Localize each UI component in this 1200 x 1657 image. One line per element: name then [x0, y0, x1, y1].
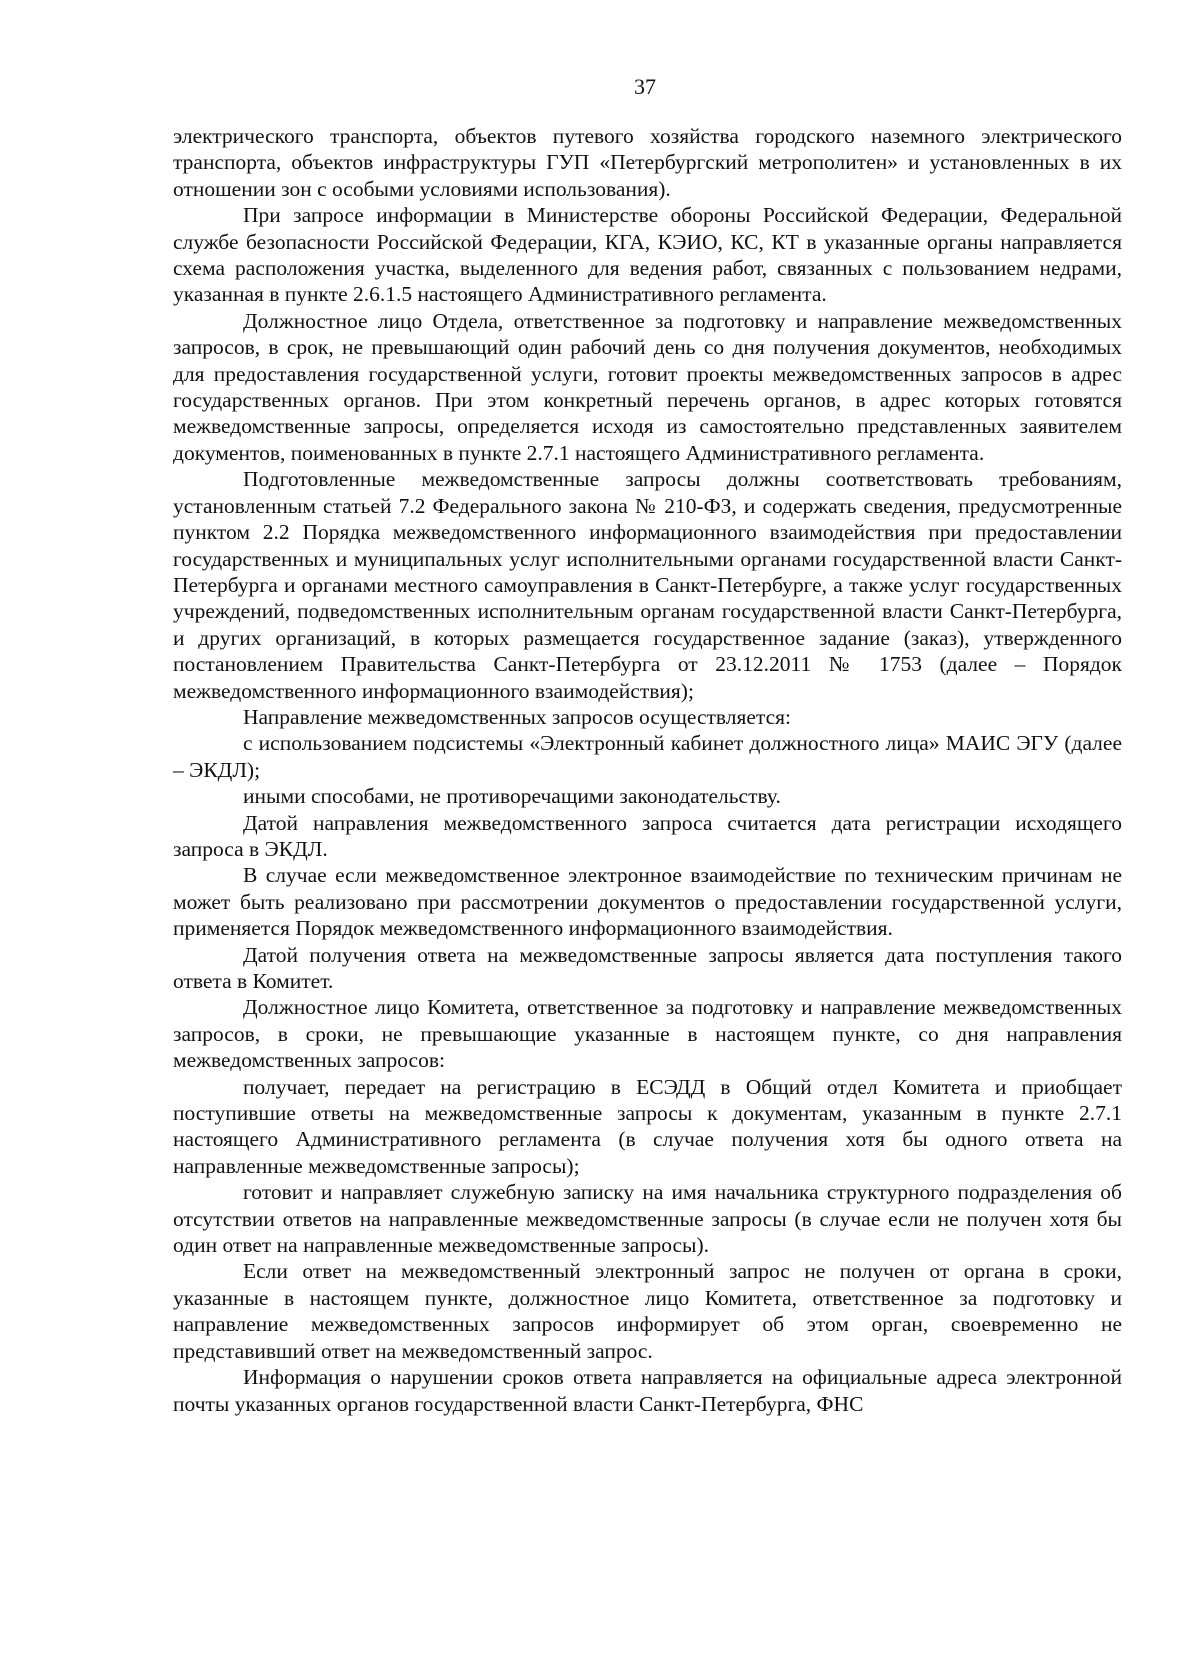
paragraph-mod-query: При запросе информации в Министерстве обороны Российской Федерации, Федеральной службе безопасности Российской Федерации, КГА, КЭИО, КС, КТ в указанные органы направляется схема расположения участка, выделенного для ведения работ, связанных с пользованием недрами, указанная в пункте 2.6.1.5 настоящего Административного регламента.	[173, 203, 1122, 307]
paragraph-other-methods: иными способами, не противоречащими законодательству.	[243, 784, 781, 809]
paragraph-no-response: Если ответ на межведомственный электронный запрос не получен от органа в сроки, указанные в настоящем пункте, должностное лицо Комитета, ответственное за подготовку и направление межведомственных запросов информирует об этом орган, своевременно не представивший ответ на межведомственный запрос.	[173, 1259, 1122, 1363]
paragraph-prepared-queries: Подготовленные межведомственные запросы должны соответствовать требованиям, установленным статьей 7.2 Федерального закона № 210-ФЗ, и содержать сведения, предусмотренные пунктом 2.2 Порядка межведомственного информационного взаимодействия при предоставлении государственных и муниципальных услуг исполнительными органами государственной власти Санкт-Петербурга и органами местного самоуправления в Санкт-Петербурге, а также услуг государственных учреждений, подведомственных исполнительным органам государственной власти Санкт-Петербурга, и других организаций, в которых размещается государственное задание (заказ), утвержденного постановлением Правительства Санкт-Петербурга от 23.12.2011 № 1753 (далее – Порядок межведомственного информационного взаимодействия);	[173, 467, 1122, 703]
paragraph-query-direction: Направление межведомственных запросов осуществляется:	[243, 704, 791, 729]
paragraph-committee-official: Должностное лицо Комитета, ответственное за подготовку и направление межведомственных запросов, в сроки, не превышающие указанные в настоящем пункте, со дня направления межведомственных запросов:	[173, 995, 1122, 1073]
paragraph-technical-reasons: В случае если межведомственное электронное взаимодействие по техническим причинам не может быть реализовано при рассмотрении документов о предоставлении государственной услуги, применяется Порядок межведомственного информационного взаимодействия.	[173, 863, 1122, 941]
page-number: 37	[634, 74, 656, 99]
paragraph-ekdl-usage: с использованием подсистемы «Электронный кабинет должностного лица» МАИС ЭГУ (далее – ЭКДЛ);	[173, 731, 1122, 782]
paragraph-direction-date: Датой направления межведомственного запроса считается дата регистрации исходящего запроса в ЭКДЛ.	[173, 810, 1122, 861]
paragraph-continuation: электрического транспорта, объектов путевого хозяйства городского наземного электрического транспорта, объектов инфраструктуры ГУП «Петербургский метрополитен» и установленных в их отношении зон с особыми условиями использования).	[173, 124, 1122, 201]
paragraph-prepares-memo: готовит и направляет служебную записку на имя начальника структурного подразделения об отсутствии ответов на направленные межведомственные запросы (в случае если не получен хотя бы один ответ на направленные межведомственные запросы).	[173, 1180, 1122, 1258]
paragraph-violation-info: Информация о нарушении сроков ответа направляется на официальные адреса электронной почты указанных органов государственной власти Санкт-Петербурга, ФНС	[173, 1365, 1122, 1416]
paragraph-response-date: Датой получения ответа на межведомственные запросы является дата поступления такого ответа в Комитет.	[173, 942, 1122, 993]
paragraph-official-department: Должностное лицо Отдела, ответственное за подготовку и направление межведомственных запросов, в срок, не превышающий один рабочий день со дня получения документов, необходимых для предоставления государственной услуги, готовит проекты межведомственных запросов в адрес государственных органов. При этом конкретный перечень органов, в адрес которых готовятся межведомственные запросы, определяется исходя из самостоятельно представленных заявителем документов, поименованных в пункте 2.7.1 настоящего Административного регламента.	[173, 308, 1122, 465]
document-body	[173, 123, 1122, 1417]
paragraph-receives: получает, передает на регистрацию в ЕСЭДД в Общий отдел Комитета и приобщает поступившие ответы на межведомственные запросы к документам, указанным в пункте 2.7.1 настоящего Административного регламента (в случае получения хотя бы одного ответа на направленные межведомственные запросы);	[173, 1074, 1122, 1178]
